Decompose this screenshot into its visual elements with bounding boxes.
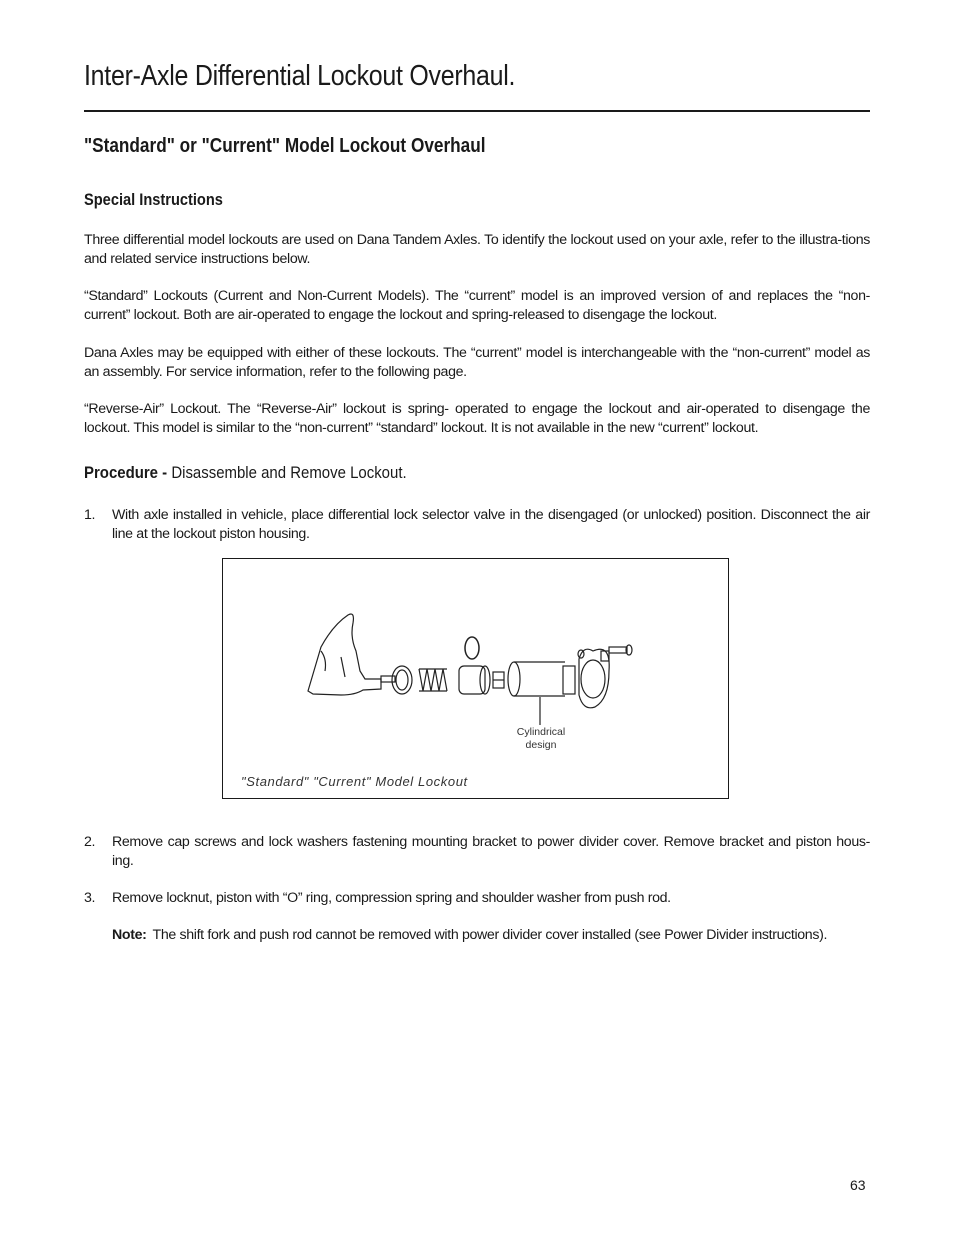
page-number: 63	[850, 1177, 866, 1193]
subheading-special-instructions: Special Instructions	[84, 190, 223, 209]
step-1	[84, 506, 870, 543]
procedure-heading	[84, 463, 407, 483]
lockout-figure	[222, 558, 729, 799]
step-number: 1.	[84, 507, 96, 523]
step-number: 2.	[84, 834, 96, 850]
figure-caption: "Standard" "Current" Model Lockout	[241, 774, 468, 789]
procedure-label: Procedure -	[84, 463, 168, 482]
step-text: With axle installed in vehicle, place differential lock selector valve in the disengaged (or unlocked) position. Disconnect the air line at the lockout piston housing.	[112, 507, 870, 542]
step-2	[84, 833, 870, 870]
paragraph-reverse-air: “Reverse-Air” Lockout. The “Reverse-Air” lockout is spring- operated to engage the lockout and air-operated to disengage the lockout. This model is similar to the “non-current” “standard” lockout. It is not available in the new “current” lockout.	[84, 401, 870, 436]
note-text: The shift fork and push rod cannot be removed with power divider cover installed (see Power Divider instructions).	[152, 927, 828, 943]
note	[112, 927, 827, 943]
section-heading: "Standard" or "Current" Model Lockout Overhaul	[84, 135, 486, 157]
page-title: Inter-Axle Differential Lockout Overhaul.	[84, 60, 516, 92]
cylindrical-design-callout: Cylindrical design	[516, 726, 566, 751]
step-3	[84, 889, 870, 908]
title-divider	[84, 110, 870, 112]
paragraph-dana-axles: Dana Axles may be equipped with either of these lockouts. The “current” model is interchangeable with the “non-current” model as an assembly. For service information, refer to the following page.	[84, 345, 870, 380]
step-number: 3.	[84, 890, 96, 906]
lockout-exploded-diagram	[223, 559, 728, 798]
step-text: Remove locknut, piston with “O” ring, compression spring and shoulder washer from push rod.	[112, 890, 671, 906]
note-label: Note:	[112, 927, 147, 943]
paragraph-intro: Three differential model lockouts are used on Dana Tandem Axles. To identify the lockout used on your axle, refer to the illustra-tions and related service instructions below.	[84, 232, 870, 267]
procedure-text: Disassemble and Remove Lockout.	[171, 463, 407, 482]
step-text: Remove cap screws and lock washers fastening mounting bracket to power divider cover. Remove bracket and piston hous-ing.	[112, 834, 870, 869]
paragraph-standard-lockouts: “Standard” Lockouts (Current and Non-Current Models). The “current” model is an improved version of and replaces the “non-current” lockout. Both are air-operated to engage the lockout and spring-released to disengage the lockout.	[84, 288, 870, 323]
